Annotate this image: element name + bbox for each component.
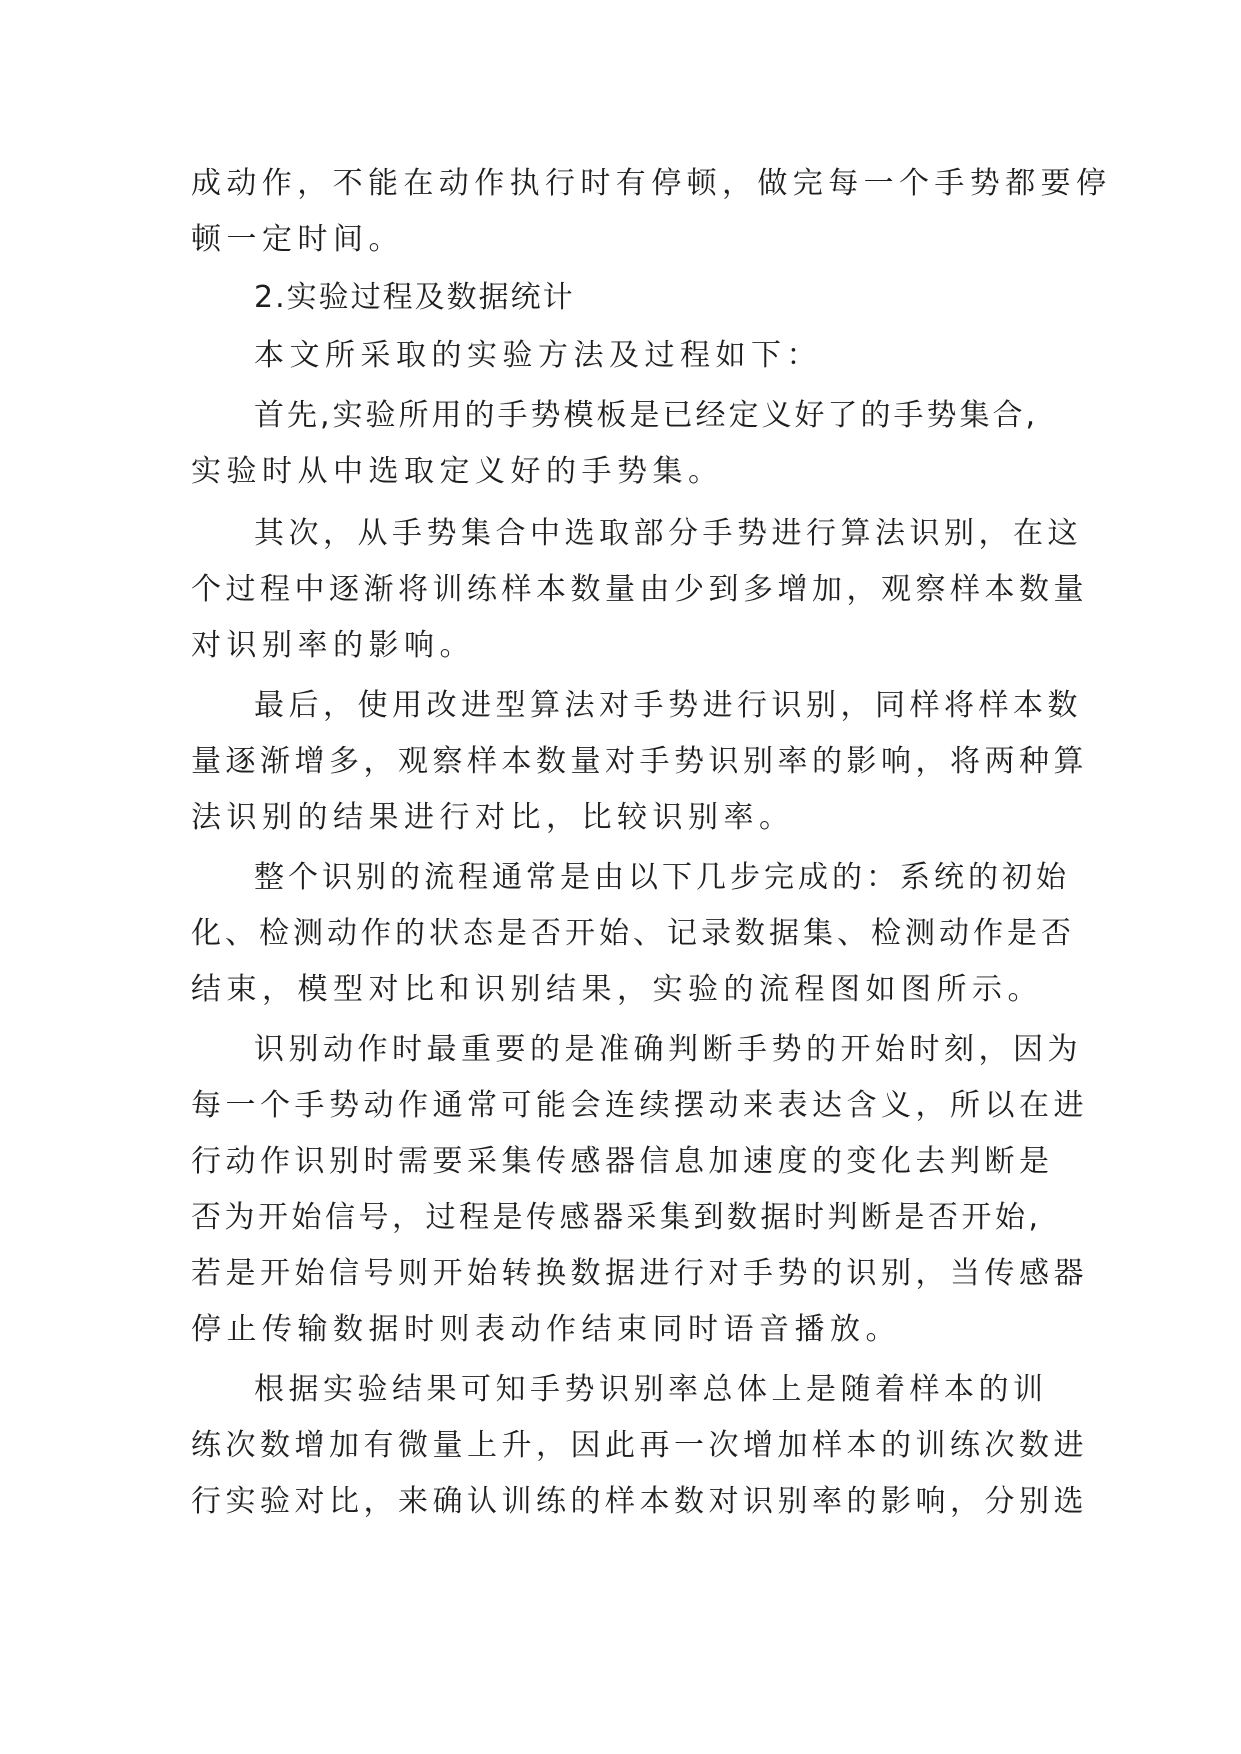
text-line: 行实验对比，来确认训练的样本数对识别率的影响，分别选	[191, 1484, 1088, 1519]
text-line: 若是开始信号则开始转换数据进行对手势的识别，当传感器	[191, 1256, 1088, 1291]
text-line: 顿一定时间。	[191, 222, 404, 257]
section-heading: 2.实验过程及数据统计	[254, 280, 575, 315]
text-line: 其次，从手势集合中选取部分手势进行算法识别，在这	[254, 516, 1082, 551]
text-line: 最后，使用改进型算法对手势进行识别，同样将样本数	[254, 688, 1082, 723]
text-line: 量逐渐增多，观察样本数量对手势识别率的影响，将两种算	[191, 744, 1088, 779]
text-line: 根据实验结果可知手势识别率总体上是随着样本的训	[254, 1372, 1048, 1407]
text-line: 化、检测动作的状态是否开始、记录数据集、检测动作是否	[191, 916, 1075, 951]
text-line: 个过程中逐渐将训练样本数量由少到多增加，观察样本数量	[191, 572, 1088, 607]
text-line: 停止传输数据时则表动作结束同时语音播放。	[191, 1312, 901, 1347]
text-line: 对识别率的影响。	[191, 628, 475, 663]
text-line: 否为开始信号，过程是传感器采集到数据时判断是否开始,	[191, 1200, 1042, 1235]
text-line: 首先,实验所用的手势模板是已经定义好了的手势集合,	[254, 398, 1039, 433]
text-line: 每一个手势动作通常可能会连续摆动来表达含义，所以在进	[191, 1088, 1088, 1123]
text-line: 成动作，不能在动作执行时有停顿，做完每一个手势都要停	[191, 166, 1112, 201]
text-line: 行动作识别时需要采集传感器信息加速度的变化去判断是	[191, 1144, 1054, 1179]
text-line: 本文所采取的实验方法及过程如下：	[254, 338, 822, 373]
text-line: 识别动作时最重要的是准确判断手势的开始时刻，因为	[254, 1032, 1082, 1067]
text-line: 练次数增加有微量上升，因此再一次增加样本的训练次数进	[191, 1428, 1088, 1463]
text-line: 整个识别的流程通常是由以下几步完成的：系统的初始	[254, 860, 1070, 895]
text-line: 法识别的结果进行对比，比较识别率。	[191, 800, 795, 835]
text-line: 结束，模型对比和识别结果，实验的流程图如图所示。	[191, 972, 1043, 1007]
text-line: 实验时从中选取定义好的手势集。	[191, 454, 724, 489]
